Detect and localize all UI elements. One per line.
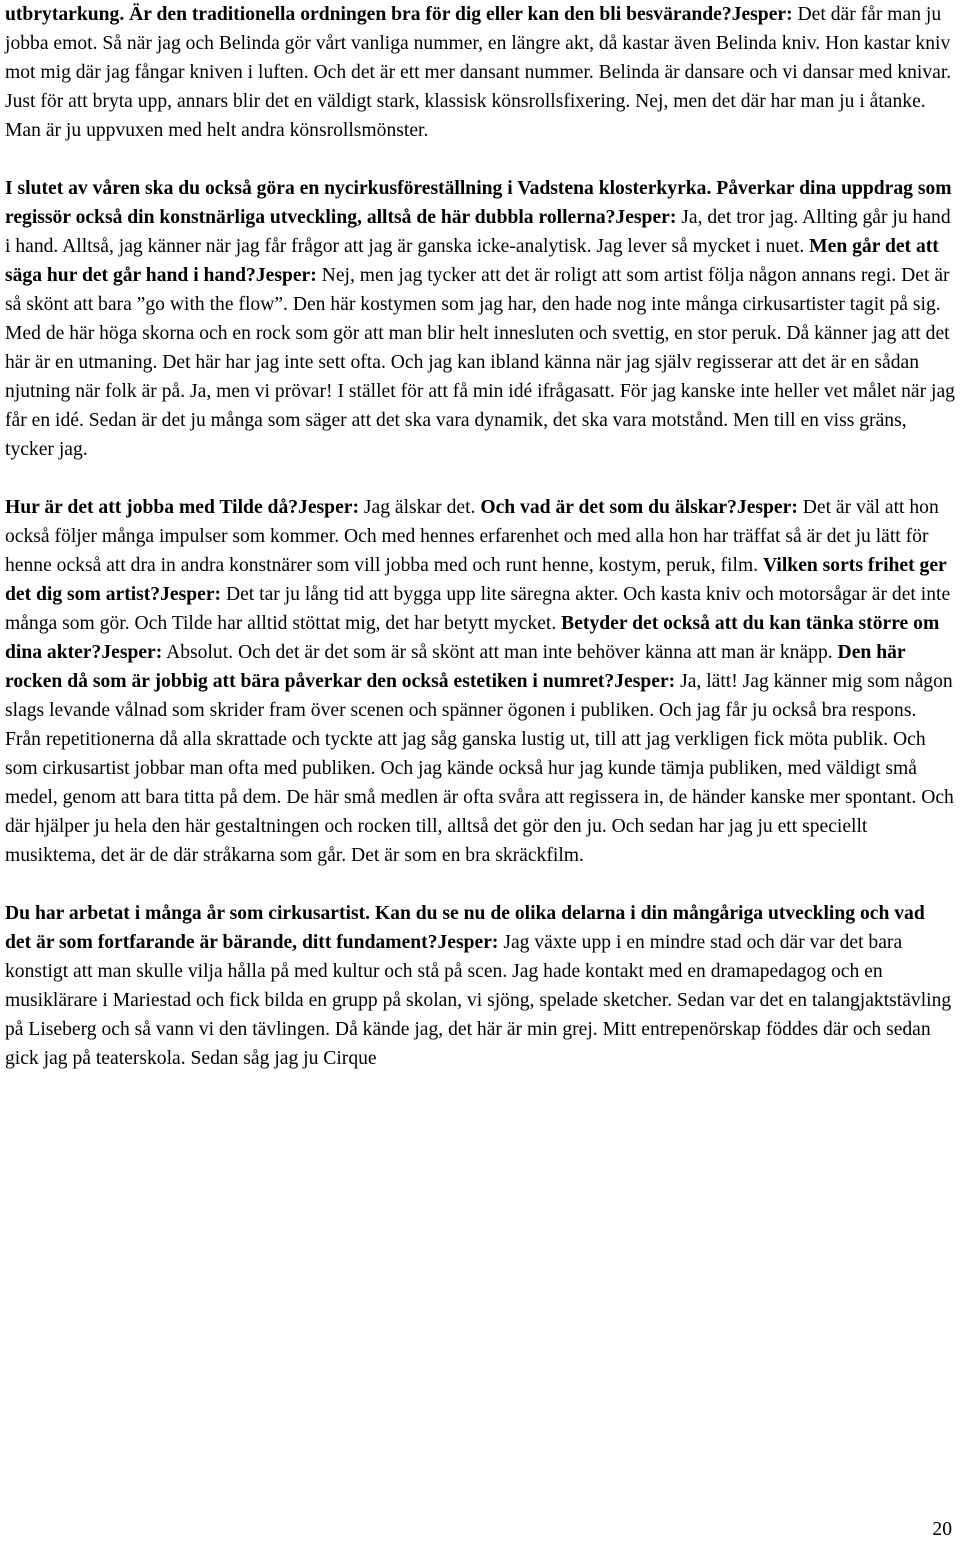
bold-text-run: Du har arbetat i många år som cirkusartist. Kan du se nu de olika delarna i din mångåriga utveckling och vad det är som fortfarande är bärande, ditt fundament? xyxy=(5,903,925,953)
text-run: Jag älskar det. xyxy=(358,497,481,518)
tilde-section xyxy=(5,493,955,870)
text-run: Det tar ju lång tid att bygga upp lite säregna akter. Och kasta kniv och motorsågar är det inte många som gör. Och Tilde har alltid stöttat mig, det har betytt mycket. xyxy=(5,584,951,634)
bold-text-run: Men går det att säga hur det går hand i hand? xyxy=(5,236,939,286)
page-number: 20 xyxy=(932,1519,952,1540)
paragraph-gap xyxy=(5,870,955,899)
bold-text-run: Jesper: xyxy=(614,671,676,692)
paragraph-gap xyxy=(5,464,955,493)
bold-text-run: Jesper: xyxy=(736,497,798,518)
bold-text-run: I slutet av våren ska du också göra en nycirkusföreställning i Vadstena klosterkyrka. Påverkar dina uppdrag som regissör också din konstnärliga utveckling, alltså de här dubbla rollerna? xyxy=(5,178,952,228)
bold-text-run: Och vad är det som du älskar? xyxy=(480,497,737,518)
bold-text-run: Jesper: xyxy=(160,584,222,605)
text-run: Ja, lätt! Jag känner mig som någon slags levande vålnad som skrider fram över scenen och spänner ögonen i publiken. Och jag får ju också bra respons. Från repetitionerna då alla skrattade och tyckte att jag såg ganska lustig ut, till att jag verkligen fick möta publik. Och som cirkusartist jobbar man ofta med publiken. Och jag kände också hur jag kunde tämja publiken, med väldigt små medel, genom att bara titta på dem. De här små medlen är ofta svåra att regissera in, de händer kanske mer spontant. Och där hjälper ju hela den här gestaltningen och rocken till, alltså det gör den ju. Och sedan har jag ju ett speciellt musiktema, det är de där stråkarna som går. Det är som en bra skräckfilm. xyxy=(5,671,954,866)
paragraph-text xyxy=(5,0,955,145)
text-run: Nej, men jag tycker att det är roligt att som artist följa någon annans regi. Det är så skönt att bara ”go with the flow”. Den här kostymen som jag har, den hade nog inte många cirkusartister tagit på sig. Med de här höga skorna och en rock som gör att man blir helt innesluten och svettig, en stor peruk. Då känner jag att det här är en utmaning. Det här har jag inte sett ofta. Och jag kan ibland känna när jag själv regisserar att det är en sådan njutning när folk är på. Ja, men vi prövar! I stället för att få min idé ifrågasatt. För jag kanske inte heller vet målet när jag får en idé. Sedan är det ju många som säger att det ska vara dynamik, det ska vara motstånd. Men till en viss gräns, tycker jag. xyxy=(5,265,955,460)
director-question-section xyxy=(5,174,955,464)
text-run: Det där får man ju jobba emot. Så när jag och Belinda gör vårt vanliga nummer, en längre akt, då kastar även Belinda kniv. Hon kastar kniv mot mig där jag fångar kniven i luften. Och det är ett mer dansant nummer. Belinda är dansare och vi dansar med knivar. Just för att bryta upp, annars blir det en väldigt stark, klassisk könsrollsfixering. Nej, men det där har man ju i åtanke. Man är ju uppvuxen med helt andra könsrollsmönster. xyxy=(5,4,952,141)
bold-text-run: Jesper: xyxy=(255,265,317,286)
bold-text-run: utbrytarkung. Är den traditionella ordningen bra för dig eller kan den bli besvärande? xyxy=(5,4,732,25)
bold-text-run: Jesper: xyxy=(298,497,359,518)
bold-text-run: Vilken sorts frihet ger det dig som artist? xyxy=(5,555,947,605)
paragraph-text xyxy=(5,899,955,1073)
intro-paragraph xyxy=(5,0,955,145)
bold-text-run: Jesper: xyxy=(437,932,499,953)
text-run: Absolut. Och det är det som är så skönt att man inte behöver känna att man är knäpp. xyxy=(162,642,838,663)
career-section xyxy=(5,899,955,1073)
paragraph-gap xyxy=(5,145,955,174)
text-run: Det är väl att hon också följer många impulser som kommer. Och med hennes erfarenhet och med alla hon har träffat så är det ju lätt för henne också att dra in andra konstnärer som vill jobba med och runt henne, kostym, peruk, film. xyxy=(5,497,939,576)
bold-text-run: Jesper: xyxy=(731,4,793,25)
bold-text-run: Hur är det att jobba med Tilde då? xyxy=(5,497,299,518)
text-run: Ja, det tror jag. Allting går ju hand i hand. Alltså, jag känner när jag får frågor att jag är ganska icke-analytisk. Jag lever så mycket i nuet. xyxy=(5,207,951,257)
bold-text-run: Jesper: xyxy=(615,207,677,228)
text-run: Jag växte upp i en mindre stad och där var det bara konstigt att man skulle vilja hålla på med kultur och stå på scen. Jag hade kontakt med en dramapedagog och en musiklärare i Mariestad och fick bilda en grupp på skolan, vi sjöng, spelade sketcher. Sedan var det en talangjaktstävling på Liseberg och så vann vi den tävlingen. Då kände jag, det här är min grej. Mitt entrepenörskap föddes där och sedan gick jag på teaterskola. Sedan såg jag ju Cirque xyxy=(5,932,952,1069)
bold-text-run: Den här rocken då som är jobbig att bära påverkar den också estetiken i numret? xyxy=(5,642,906,692)
bold-text-run: Jesper: xyxy=(101,642,163,663)
paragraph-text xyxy=(5,174,955,464)
paragraph-text xyxy=(5,493,955,870)
bold-text-run: Betyder det också att du kan tänka större om dina akter? xyxy=(5,613,940,663)
document-page xyxy=(5,0,955,1073)
